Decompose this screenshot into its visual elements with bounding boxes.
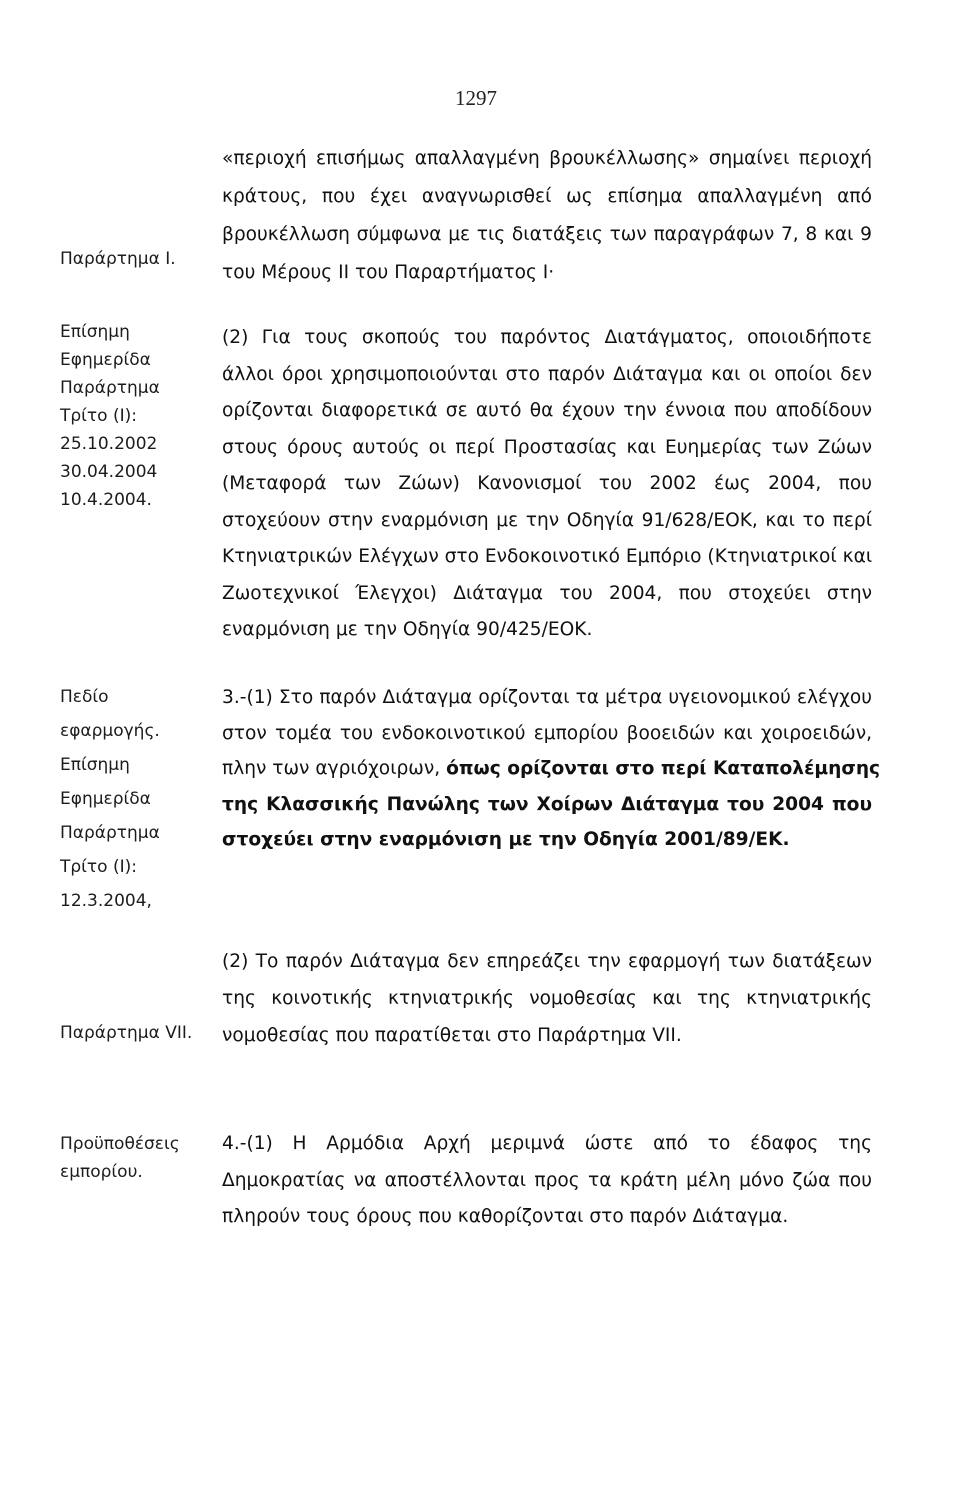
- text-line: 4.-(1) Η Αρμόδια Αρχή μεριμνά ώστε από το έδαφος της: [222, 1133, 872, 1154]
- text-run: πλην των αγριόχοιρων,: [222, 758, 447, 779]
- text-line: 3.-(1) Στο παρόν Διάταγμα ορίζονται τα μέτρα υγειονομικού ελέγχου: [222, 687, 872, 708]
- margin-line: Εφημερίδα: [60, 789, 151, 809]
- text-line: στοχεύουν στην εναρμόνιση με την Οδηγία 91/628/ΕΟΚ, και το περί: [222, 509, 872, 531]
- text-line: στον τομέα του ενδοκοινοτικού εμπορίου βοοειδών και χοιροειδών,: [222, 722, 872, 744]
- paragraph-body: [222, 140, 872, 292]
- text-line: Ζωοτεχνικοί Έλεγχοι) Διάταγμα του 2004, που στοχεύει στην: [222, 582, 872, 604]
- margin-line: Εφημερίδα: [60, 350, 151, 370]
- bold-text-line: στοχεύει στην εναρμόνιση με την Οδηγία 2001/89/ΕΚ.: [222, 829, 790, 850]
- paragraph-body: [222, 320, 872, 649]
- text-line: (Μεταφορά των Ζώων) Κανονισμοί του 2002 έως 2004, που: [222, 473, 872, 494]
- margin-line: 10.4.2004.: [60, 490, 152, 510]
- margin-note: [60, 318, 220, 514]
- margin-line: Παράρτημα VII.: [60, 1023, 193, 1043]
- margin-line: Τρίτο (Ι):: [60, 406, 137, 426]
- text-line: «περιοχή επισήμως απαλλαγμένη βρουκέλλωσης» σημαίνει περιοχή: [222, 148, 872, 169]
- text-line: [222, 751, 881, 787]
- bold-text-line: της Κλασσικής Πανώλης των Χοίρων Διάταγμα του 2004 που: [222, 793, 872, 815]
- text-line: Δημοκρατίας να αποστέλλονται προς τα κράτη μέλη μόνο ζώα που: [222, 1169, 872, 1191]
- margin-note: [60, 1020, 220, 1046]
- paragraph-body: [222, 680, 881, 858]
- page-number: 1297: [455, 86, 497, 110]
- paragraph-body: [222, 943, 872, 1054]
- margin-line: 12.3.2004,: [60, 891, 152, 911]
- margin-line: Προϋποθέσεις: [60, 1134, 180, 1154]
- margin-line: 30.04.2004: [60, 462, 158, 482]
- text-line: άλλοι όροι χρησιμοποιούνται στο παρόν Διάταγμα και οι οποίοι δεν: [222, 363, 872, 385]
- margin-line: εφαρμογής.: [60, 721, 160, 741]
- margin-line: Επίσημη: [60, 755, 130, 775]
- text-line: Κτηνιατρικών Ελέγχων στο Ενδοκοινοτικό Εμπόριο (Κτηνιατρικοί και: [222, 546, 873, 567]
- margin-note: [60, 680, 220, 918]
- text-line: ορίζονται διαφορετικά σε αυτό θα έχουν την έννοια που αποδίδουν: [222, 400, 872, 421]
- text-line: νομοθεσίας που παρατίθεται στο Παράρτημα VII.: [222, 1025, 682, 1046]
- margin-note: [60, 246, 220, 272]
- margin-line: Παράρτημα: [60, 823, 160, 843]
- text-line: της κοινοτικής κτηνιατρικής νομοθεσίας και της κτηνιατρικής: [222, 988, 872, 1009]
- text-line: (2) Το παρόν Διάταγμα δεν επηρεάζει την εφαρμογή των διατάξεων: [222, 951, 872, 972]
- text-line: (2) Για τους σκοπούς του παρόντος Διατάγματος, οποιοιδήποτε: [222, 327, 872, 348]
- margin-line: εμπορίου.: [60, 1162, 143, 1182]
- paragraph-body: [222, 1126, 872, 1236]
- text-line: πληρούν τους όρους που καθορίζονται στο παρόν Διάταγμα.: [222, 1206, 789, 1227]
- text-line: βρουκέλλωση σύμφωνα με τις διατάξεις των παραγράφων 7, 8 και 9: [222, 224, 872, 245]
- margin-line: Παράρτημα Ι.: [60, 249, 176, 269]
- margin-line: Επίσημη: [60, 322, 130, 342]
- text-line: στους όρους αυτούς οι περί Προστασίας και Ευημερίας των Ζώων: [222, 436, 872, 458]
- text-line: εναρμόνιση με την Οδηγία 90/425/ΕΟΚ.: [222, 619, 593, 640]
- text-line: κράτους, που έχει αναγνωρισθεί ως επίσημα απαλλαγμένη από: [222, 186, 872, 207]
- bold-text-run: όπως ορίζονται στο περί Καταπολέμησης: [446, 758, 881, 779]
- margin-note: [60, 1130, 220, 1186]
- margin-line: Τρίτο (Ι):: [60, 857, 137, 877]
- margin-line: Παράρτημα: [60, 378, 160, 398]
- margin-line: Πεδίο: [60, 687, 109, 707]
- margin-line: 25.10.2002: [60, 434, 158, 454]
- text-line: του Μέρους ΙΙ του Παραρτήματος Ι·: [222, 262, 555, 283]
